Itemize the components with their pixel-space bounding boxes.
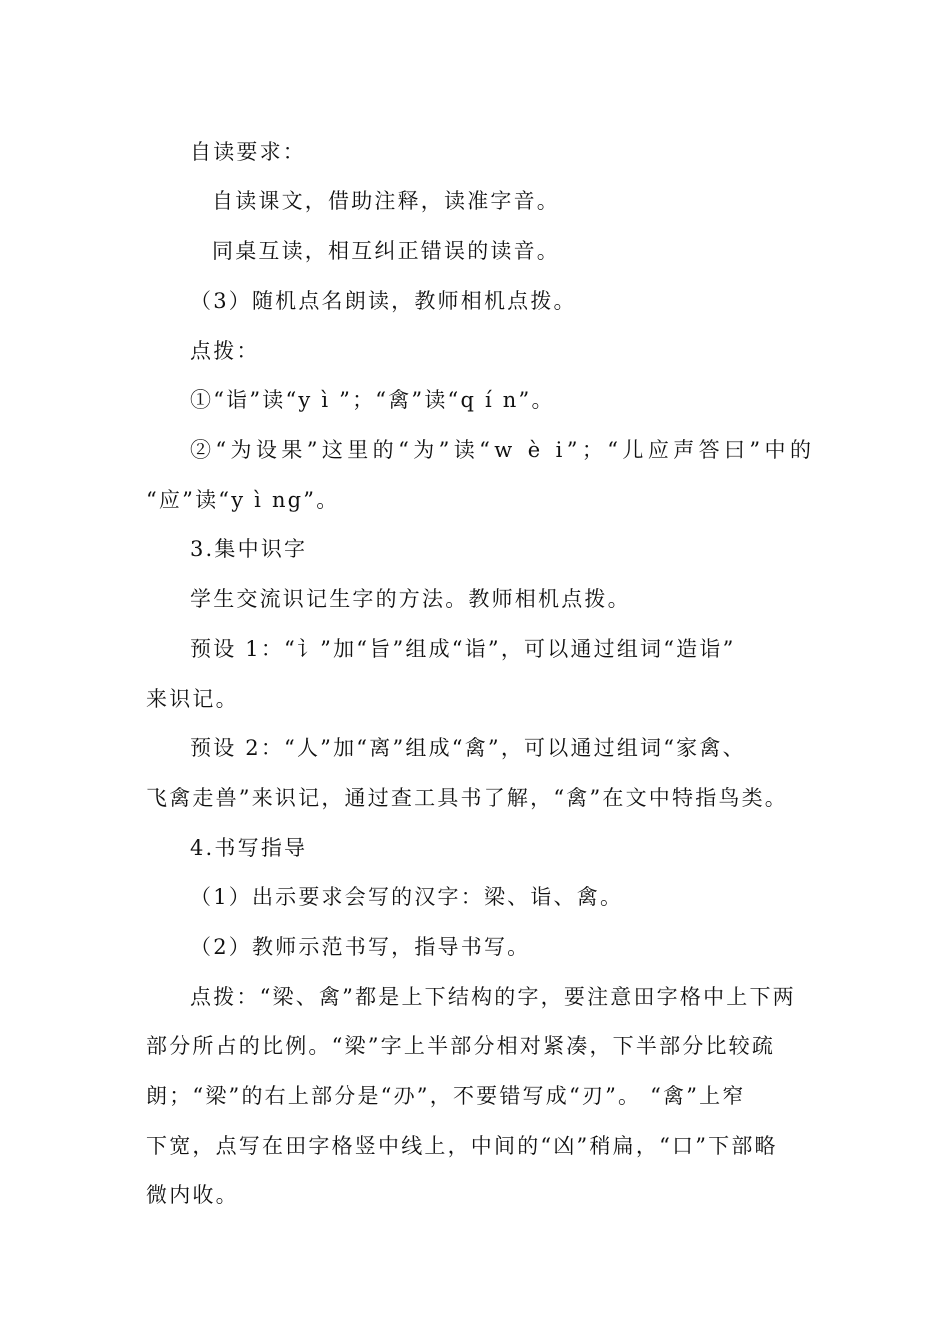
text-line-12: 来识记。: [146, 687, 239, 711]
text-line-19: 部分所占的比例。“梁”字上半部分相对紧凑，下半部分比较疏: [146, 1034, 776, 1058]
text-line-7: ②“为设果”这里的“为”读“w è i”；“儿应声答曰”中的: [190, 438, 816, 462]
section-heading-3: 3.集中识字: [190, 537, 308, 561]
text-line-3: 同桌互读，相互纠正错误的读音。: [212, 239, 560, 263]
text-line-16: （1）出示要求会写的汉字：梁、诣、禽。: [190, 885, 624, 909]
text-line-11: 预设 1：“讠”加“旨”组成“诣”，可以通过组词“造诣”: [190, 637, 736, 661]
text-line-17: （2）教师示范书写，指导书写。: [190, 935, 531, 959]
text-line-1: 自读要求：: [190, 140, 306, 164]
text-line-13: 预设 2：“人”加“离”组成“禽”，可以通过组词“家禽、: [190, 736, 746, 760]
text-line-6: ①“诣”读“y ì ”；“禽”读“q í n”。: [190, 388, 555, 412]
text-line-4: （3）随机点名朗读，教师相机点拨。: [190, 289, 577, 313]
text-line-22: 微内收。: [146, 1183, 239, 1207]
text-line-5: 点拨：: [190, 339, 260, 363]
text-line-21: 下宽，点写在田字格竖中线上，中间的“凶”稍扁，“口”下部略: [146, 1134, 778, 1158]
text-line-14: 飞禽走兽”来识记，通过查工具书了解，“禽”在文中特指鸟类。: [146, 786, 789, 810]
text-line-8: “应”读“y ì ng”。: [146, 488, 340, 512]
text-line-10: 学生交流识记生字的方法。教师相机点拨。: [190, 587, 631, 611]
text-line-2: 自读课文，借助注释，读准字音。: [212, 189, 560, 213]
text-line-20: 朗；“梁”的右上部分是“刅”，不要错写成“刃”。 “禽”上窄: [146, 1084, 746, 1108]
text-line-18: 点拨：“梁、禽”都是上下结构的字，要注意田字格中上下两: [190, 985, 796, 1009]
section-heading-4: 4.书写指导: [190, 836, 308, 860]
